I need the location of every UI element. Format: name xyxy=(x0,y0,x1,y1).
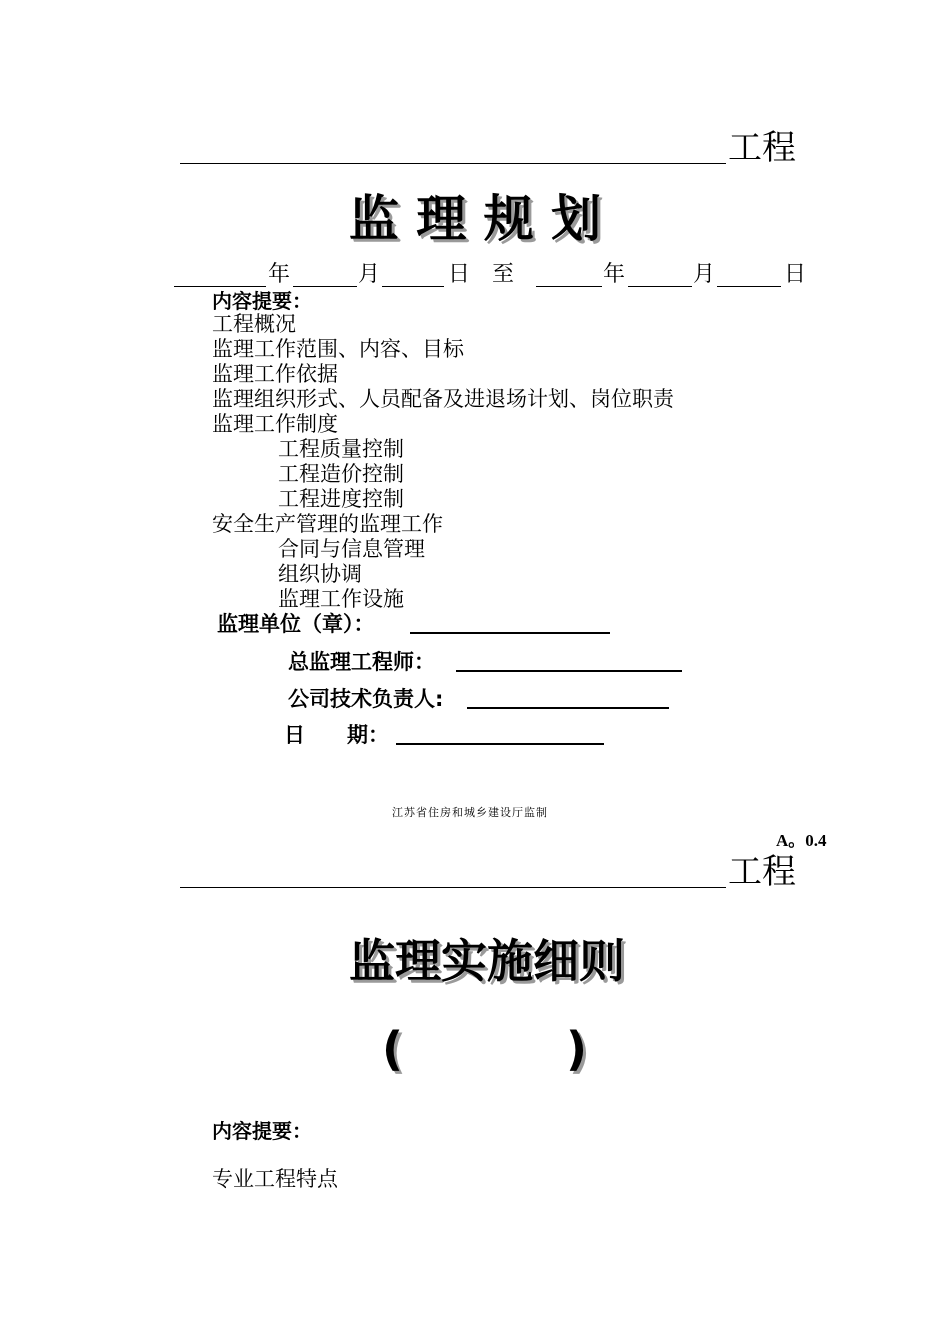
list-item: 工程概况 xyxy=(212,312,296,336)
list-item: 监理组织形式、人员配备及进退场计划、岗位职责 xyxy=(212,387,674,411)
list-item: 组织协调 xyxy=(278,562,362,586)
list-item: 监理工作范围、内容、目标 xyxy=(212,337,464,361)
form-code: A。0.4 xyxy=(776,831,827,850)
start-year-label: 年 xyxy=(268,262,291,287)
list-item: 工程造价控制 xyxy=(278,462,404,486)
date-label-char-1: 日 xyxy=(284,723,305,747)
start-day-label: 日 xyxy=(448,262,471,287)
project-name-underline-2 xyxy=(180,887,726,888)
list-item: 专业工程特点 xyxy=(212,1167,338,1191)
list-item: 监理工作制度 xyxy=(212,412,338,436)
summary-heading: 内容提要： xyxy=(212,289,312,313)
document-title: 监 理 规 划 xyxy=(348,190,602,248)
project-name-underline xyxy=(180,163,726,164)
end-month-label: 月 xyxy=(693,262,716,287)
supervision-unit-blank xyxy=(410,632,610,634)
end-year-blank xyxy=(536,286,602,287)
list-item: 工程质量控制 xyxy=(278,437,404,461)
issuer-note: 江苏省住房和城乡建设厅监制 xyxy=(392,806,548,819)
list-item: 监理工作设施 xyxy=(278,587,404,611)
list-item: 合同与信息管理 xyxy=(278,537,425,561)
date-label-char-2: 期： xyxy=(347,723,389,747)
document-title-2: 监理实施细则 xyxy=(349,934,625,988)
end-month-blank xyxy=(628,286,692,287)
date-blank xyxy=(396,743,604,745)
list-item: 安全生产管理的监理工作 xyxy=(212,512,443,536)
tech-lead-label: 公司技术负责人: xyxy=(288,687,444,711)
end-year-label: 年 xyxy=(603,262,626,287)
summary-heading-2: 内容提要： xyxy=(212,1119,312,1143)
start-month-label: 月 xyxy=(358,262,381,287)
to-label: 至 xyxy=(492,262,515,287)
start-month-blank xyxy=(293,286,357,287)
supervision-unit-label: 监理单位（章）： xyxy=(217,612,375,636)
end-day-label: 日 xyxy=(784,262,807,287)
end-day-blank xyxy=(717,286,781,287)
list-item: 工程进度控制 xyxy=(278,487,404,511)
start-day-blank xyxy=(382,286,444,287)
chief-engineer-blank xyxy=(456,670,682,672)
start-year-blank xyxy=(174,286,266,287)
close-paren: ) xyxy=(566,1022,588,1076)
date-range-row xyxy=(0,262,950,292)
project-suffix-2: 工程 xyxy=(728,852,796,892)
list-item: 监理工作依据 xyxy=(212,362,338,386)
open-paren: ( xyxy=(382,1022,404,1076)
summary-list xyxy=(212,312,674,612)
chief-engineer-label: 总监理工程师： xyxy=(288,650,435,674)
project-suffix: 工程 xyxy=(728,128,796,168)
tech-lead-blank xyxy=(467,707,669,709)
